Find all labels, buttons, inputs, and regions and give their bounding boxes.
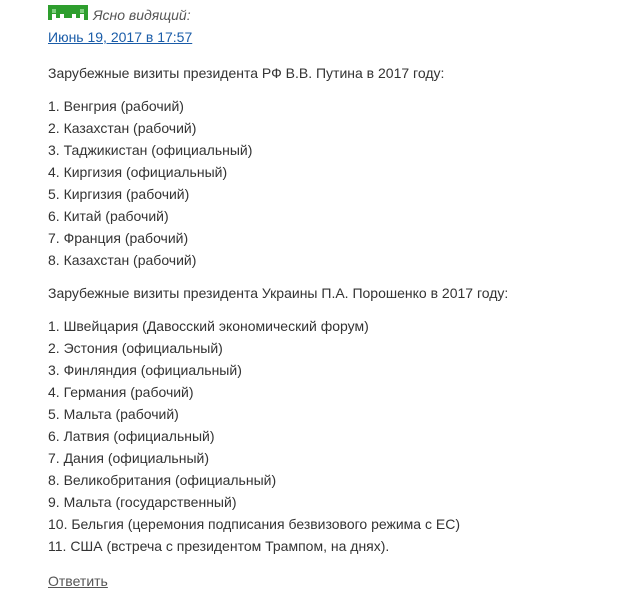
comment-date-link[interactable]: Июнь 19, 2017 в 17:57 xyxy=(48,29,193,45)
list-item: 7. Франция (рабочий) xyxy=(48,230,189,246)
poroshenko-visits-intro: Зарубежные визиты президента Украины П.А. Порошенко в 2017 году: xyxy=(48,285,509,301)
comment-header xyxy=(48,4,191,26)
list-item: 10. Бельгия (церемония подписания безвизового режима с ЕС) xyxy=(48,516,460,532)
list-item: 7. Дания (официальный) xyxy=(48,450,210,466)
list-item: 1. Венгрия (рабочий) xyxy=(48,98,184,114)
list-item: 8. Казахстан (рабочий) xyxy=(48,252,197,268)
list-item: 4. Киргизия (официальный) xyxy=(48,164,228,180)
list-item: 9. Мальта (государственный) xyxy=(48,494,237,510)
pixel-avatar-icon xyxy=(48,5,88,25)
list-item: 4. Германия (рабочий) xyxy=(48,384,194,400)
list-item: 6. Китай (рабочий) xyxy=(48,208,169,224)
poroshenko-visits-list xyxy=(48,315,608,557)
putin-visits-list xyxy=(48,95,608,271)
reply-link[interactable]: Ответить xyxy=(48,573,108,589)
list-item: 1. Швейцария (Давосский экономический форум) xyxy=(48,318,369,334)
list-item: 6. Латвия (официальный) xyxy=(48,428,215,444)
list-item: 8. Великобритания (официальный) xyxy=(48,472,277,488)
list-item: 3. Финляндия (официальный) xyxy=(48,362,242,378)
putin-visits-intro: Зарубежные визиты президента РФ В.В. Путина в 2017 году: xyxy=(48,65,445,81)
comment-author: Ясно видящий: xyxy=(93,7,191,23)
list-item: 11. США (встреча с президентом Трампом, на днях). xyxy=(48,538,390,554)
list-item: 5. Киргизия (рабочий) xyxy=(48,186,190,202)
comment-body xyxy=(48,62,608,568)
list-item: 2. Казахстан (рабочий) xyxy=(48,120,197,136)
list-item: 3. Таджикистан (официальный) xyxy=(48,142,253,158)
list-item: 5. Мальта (рабочий) xyxy=(48,406,179,422)
list-item: 2. Эстония (официальный) xyxy=(48,340,223,356)
